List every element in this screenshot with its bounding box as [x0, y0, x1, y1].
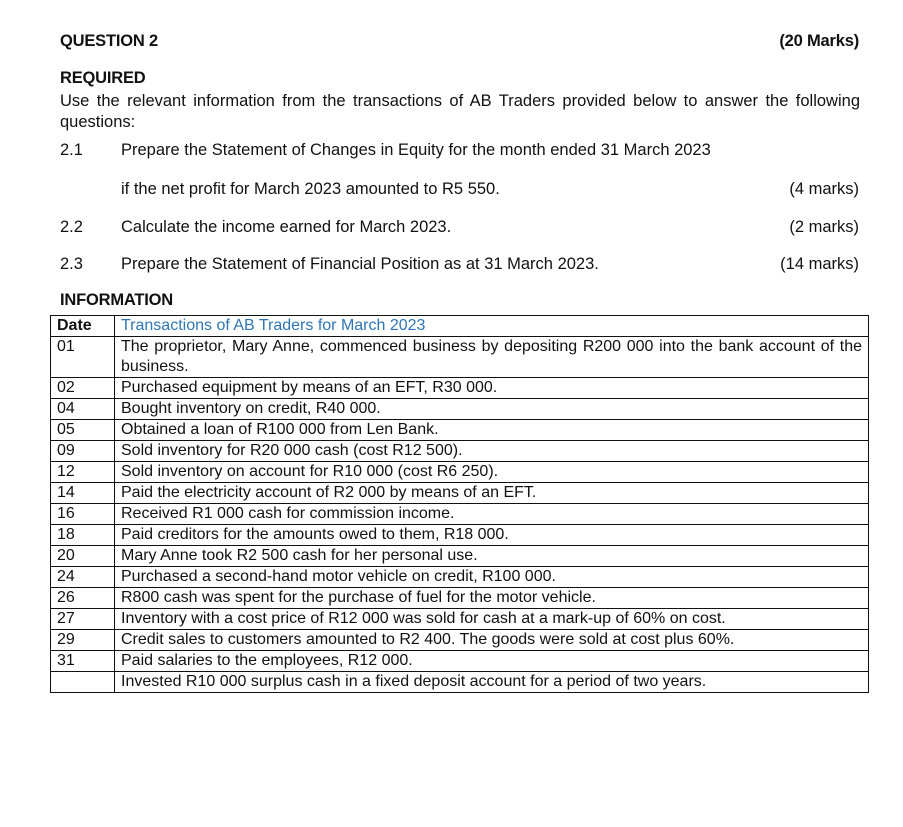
question-title: QUESTION 2: [60, 32, 158, 50]
row-description: Sold inventory for R20 000 cash (cost R12 500).: [115, 441, 869, 462]
table-row: [51, 462, 869, 483]
transactions-table: [50, 315, 869, 693]
table-row: [51, 525, 869, 546]
table-row: [51, 378, 869, 399]
table-row: [51, 588, 869, 609]
row-date: 29: [51, 630, 115, 651]
item-number: 2.2: [60, 218, 83, 236]
table-row: [51, 672, 869, 693]
row-description: Purchased equipment by means of an EFT, R30 000.: [115, 378, 869, 399]
table-row: [51, 399, 869, 420]
row-date: 31: [51, 651, 115, 672]
row-date: 26: [51, 588, 115, 609]
row-description: The proprietor, Mary Anne, commenced business by depositing R200 000 into the bank account of the business.: [115, 337, 869, 378]
row-date: 20: [51, 546, 115, 567]
row-date: 14: [51, 483, 115, 504]
row-description: Bought inventory on credit, R40 000.: [115, 399, 869, 420]
item-text: Calculate the income earned for March 2023.: [121, 218, 452, 236]
item-number: 2.3: [60, 255, 83, 273]
item-marks: (2 marks): [789, 218, 859, 236]
row-description: Invested R10 000 surplus cash in a fixed deposit account for a period of two years.: [115, 672, 869, 693]
date-column-header: Date: [51, 316, 115, 337]
table-row: [51, 567, 869, 588]
required-heading: REQUIRED: [60, 69, 146, 87]
table-row: [51, 504, 869, 525]
row-date: 27: [51, 609, 115, 630]
table-header-row: [51, 316, 869, 337]
row-description: Purchased a second-hand motor vehicle on credit, R100 000.: [115, 567, 869, 588]
row-description: R800 cash was spent for the purchase of fuel for the motor vehicle.: [115, 588, 869, 609]
item-text: Prepare the Statement of Financial Position as at 31 March 2023.: [121, 255, 599, 273]
row-date: 05: [51, 420, 115, 441]
item-number: 2.1: [60, 141, 83, 159]
row-date: 02: [51, 378, 115, 399]
row-date: 12: [51, 462, 115, 483]
table-row: [51, 420, 869, 441]
row-description: Inventory with a cost price of R12 000 was sold for cash at a mark-up of 60% on cost.: [115, 609, 869, 630]
row-date: [51, 672, 115, 693]
row-date: 04: [51, 399, 115, 420]
table-row: [51, 337, 869, 378]
row-description: Paid creditors for the amounts owed to them, R18 000.: [115, 525, 869, 546]
transactions-column-header: Transactions of AB Traders for March 2023: [115, 316, 869, 337]
row-date: 09: [51, 441, 115, 462]
row-description: Credit sales to customers amounted to R2 400. The goods were sold at cost plus 60%.: [115, 630, 869, 651]
row-date: 24: [51, 567, 115, 588]
row-description: Paid salaries to the employees, R12 000.: [115, 651, 869, 672]
intro-paragraph: Use the relevant information from the transactions of AB Traders provided below to answer the following questions:: [60, 92, 860, 131]
row-description: Mary Anne took R2 500 cash for her personal use.: [115, 546, 869, 567]
item-text: Prepare the Statement of Changes in Equity for the month ended 31 March 2023: [121, 141, 711, 159]
item-marks: (4 marks): [789, 180, 859, 198]
question-marks: (20 Marks): [779, 32, 859, 50]
row-date: 16: [51, 504, 115, 525]
table-row: [51, 483, 869, 504]
row-date: 18: [51, 525, 115, 546]
item-text-continued: if the net profit for March 2023 amounted to R5 550.: [121, 180, 500, 198]
row-description: Paid the electricity account of R2 000 by means of an EFT.: [115, 483, 869, 504]
row-date: 01: [51, 337, 115, 378]
row-description: Received R1 000 cash for commission income.: [115, 504, 869, 525]
table-row: [51, 546, 869, 567]
row-description: Sold inventory on account for R10 000 (cost R6 250).: [115, 462, 869, 483]
table-row: [51, 441, 869, 462]
table-row: [51, 651, 869, 672]
row-description: Obtained a loan of R100 000 from Len Bank.: [115, 420, 869, 441]
table-row: [51, 630, 869, 651]
information-heading: INFORMATION: [60, 291, 173, 309]
item-marks: (14 marks): [780, 255, 859, 273]
table-row: [51, 609, 869, 630]
